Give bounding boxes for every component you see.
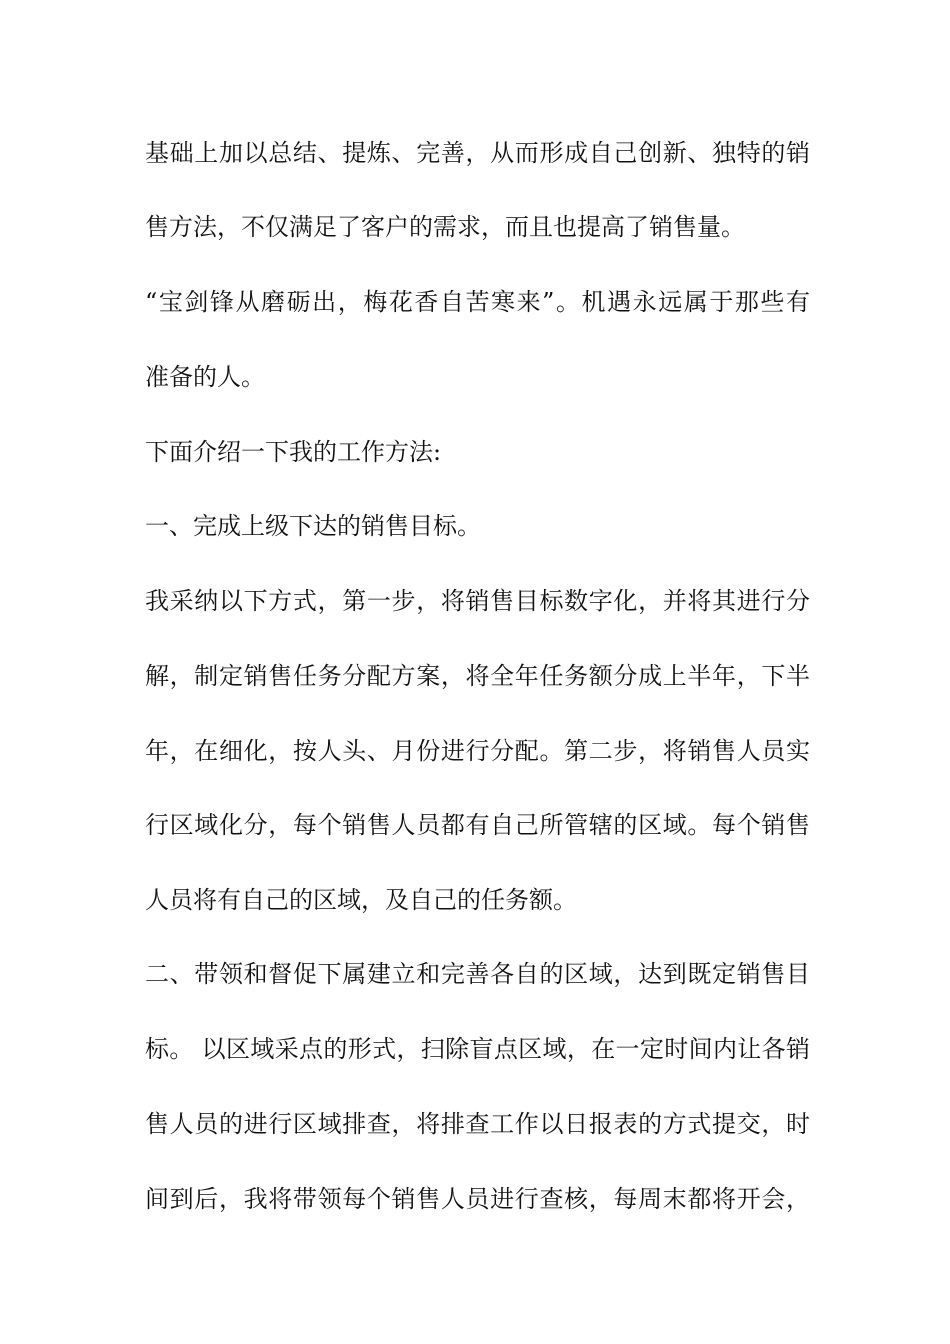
- text-line: “宝剑锋从磨砺出，梅花香自苦寒来”。机遇永远属于那些有: [145, 288, 810, 316]
- text-line: 行区域化分，每个销售人员都有自己所管辖的区域。每个销售: [145, 811, 810, 839]
- text-line: 我采纳以下方式，第一步，将销售目标数字化，并将其进行分: [145, 587, 810, 615]
- text-line: 标。 以区域采点的形式，扫除盲点区域，在一定时间内让各销: [145, 1035, 810, 1063]
- text-line: 准备的人。: [145, 363, 265, 391]
- text-line: 人员将有自己的区域，及自己的任务额。: [145, 886, 577, 914]
- text-line: 年，在细化，按人头、月份进行分配。第二步，将销售人员实: [145, 737, 810, 765]
- text-line: 间到后，我将带领每个销售人员进行查核，每周末都将开会，: [145, 1185, 810, 1213]
- section-heading: 二、带领和督促下属建立和完善各自的区域，达到既定销售目: [145, 960, 810, 988]
- text-line: 基础上加以总结、提炼、完善，从而形成自己创新、独特的销: [145, 139, 810, 167]
- section-heading: 一、完成上级下达的销售目标。: [145, 512, 481, 540]
- text-line: 解，制定销售任务分配方案，将全年任务额分成上半年，下半: [145, 662, 810, 690]
- text-line: 下面介绍一下我的工作方法:: [145, 438, 442, 466]
- text-line: 售人员的进行区域排查，将排查工作以日报表的方式提交，时: [145, 1110, 810, 1138]
- text-line: 售方法，不仅满足了客户的需求，而且也提高了销售量。: [145, 213, 745, 241]
